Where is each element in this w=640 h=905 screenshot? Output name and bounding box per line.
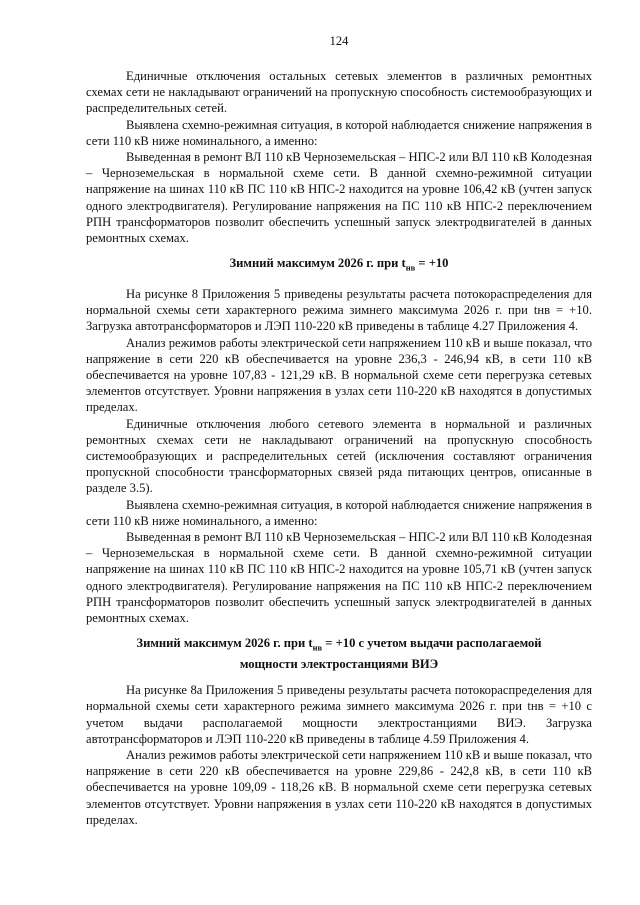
page-number: 124 — [329, 34, 349, 48]
paragraph-figure-8-results: На рисунке 8 Приложения 5 приведены результаты расчета потокораспределения для нормальной схемы сети характерного режима зимнего максимума 2026 г. при tнв = +10. Загрузка автотрансформаторов и ЛЭП 110-220 кВ приведены в таблице 4.27 Приложения 4. — [86, 286, 592, 334]
paragraph-single-outages-other: Единичные отключения остальных сетевых элементов в различных ремонтных схемах сети не накладывают ограничений на пропускную способность системообразующих и распределительных сетей. — [86, 69, 592, 116]
paragraph-repair-scheme-1: Выведенная в ремонт ВЛ 110 кВ Черноземельская – НПС-2 или ВЛ 110 кВ Колодезная – Черноземельская в нормальной схеме сети. В данной схемно-режимной ситуации напряжение на шинах 110 кВ ПС 110 кВ НПС-2 находится на уровне 106,42 кВ (учтен запуск одного электродвигателя). Регулирование напряжения на ПС 110 кВ НПС-2 переключением РПН трансформаторов позволит обеспечить успешный запуск электродвигателей в данных ремонтных схемах. — [86, 150, 592, 246]
paragraph-figure-8a-results: На рисунке 8а Приложения 5 приведены результаты расчета потокораспределения для нормальной схемы сети характерного режима зимнего максимума 2026 г. при tнв = +10 с учетом выдачи располагаемой мощности электростанциями ВИЭ. Загрузка автотрансформаторов и ЛЭП 110-220 кВ приведены в таблице 4.59 Приложения 4. — [86, 683, 592, 746]
heading-text-suffix: = +10 — [415, 256, 449, 271]
section-heading-winter-max-2026-res-line1 — [86, 635, 592, 656]
heading-subscript: нв — [405, 262, 416, 273]
heading-text: Зимний максимум 2026 г. при t — [229, 256, 406, 271]
paragraph-repair-scheme-2: Выведенная в ремонт ВЛ 110 кВ Черноземельская – НПС-2 или ВЛ 110 кВ Колодезная – Черноземельская в нормальной схеме сети. В данной схемно-режимной ситуации напряжение на шинах 110 кВ ПС 110 кВ НПС-2 находится на уровне 105,71 кВ (учтен запуск одного электродвигателя). Регулирование напряжения на ПС 110 кВ НПС-2 переключением РПН трансформаторов позволит обеспечить успешный запуск электродвигателей в данных ремонтных схемах. — [86, 530, 592, 626]
heading-subscript: нв — [312, 642, 323, 653]
heading-text-suffix: = +10 с учетом выдачи располагаемой — [322, 636, 542, 651]
paragraph-voltage-drop-intro-2: Выявлена схемно-режимная ситуация, в которой наблюдается снижение напряжения в сети 110 кВ ниже номинального, а именно: — [86, 497, 592, 528]
paragraph-single-outages-any: Единичные отключения любого сетевого элемента в нормальной и различных ремонтных схемах сети не накладывают ограничений на пропускную способность системообразующих и распределительных сетей (исключения составляют ограничения пропускной способности трансформаторных связей ряда питающих центров, описанные в разделе 3.5). — [86, 416, 592, 496]
heading-text: Зимний максимум 2026 г. при t — [136, 636, 313, 651]
paragraph-mode-analysis-res: Анализ режимов работы электрической сети напряжением 110 кВ и выше показал, что напряжение в сети 220 кВ обеспечивается на уровне 229,86 - 242,8 кВ, в сети 110 кВ обеспечивается на уровне 109,09 - 118,26 кВ. В нормальной схеме сети перегрузка сетевых элементов отсутствует. Уровни напряжения в узлах сети 110-220 кВ находятся в допустимых пределах. — [86, 747, 592, 827]
section-heading-winter-max-2026-res-line2: мощности электростанциями ВИЭ — [239, 656, 439, 671]
paragraph-voltage-drop-intro: Выявлена схемно-режимная ситуация, в которой наблюдается снижение напряжения в сети 110 кВ ниже номинального, а именно: — [86, 117, 592, 148]
paragraph-mode-analysis: Анализ режимов работы электрической сети напряжением 110 кВ и выше показал, что напряжение в сети 220 кВ обеспечивается на уровне 236,3 - 246,94 кВ, в сети 110 кВ обеспечивается на уровне 107,83 - 121,29 кВ. В нормальной схеме сети перегрузка сетевых элементов отсутствует. Уровни напряжения в узлах сети 110-220 кВ находятся в допустимых пределах. — [86, 335, 592, 415]
section-heading-winter-max-2026 — [86, 255, 592, 276]
